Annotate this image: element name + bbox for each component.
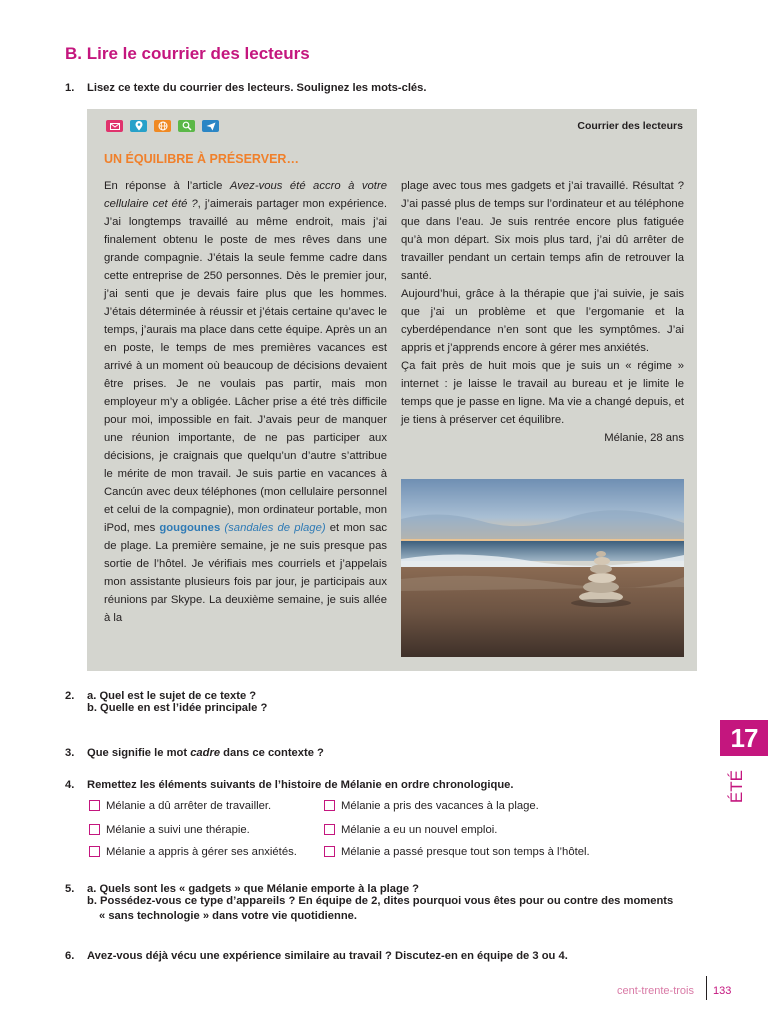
checklist-item[interactable] xyxy=(89,800,271,812)
article-text: , j’aimerais partager mon expérience. J’ai longtemps travaillé au même endroit, mais j’ai finalement obtenu le poste de mes rêves dans une grande compagnie. J’étais la seule femme cadre dans cette entreprise de 250 personnes. Dès le premier jour, j’ai senti que je devais faire plus que les hommes. J’étais déterminée à réussir et j’étais certaine qu’avec le temps, j’aurais ma place dans cette équipe. Après un an en poste, le temps de mes premières vacances est arrivé à un moment où beaucoup de décisions devaient être prises. Je ne voulais pas partir, mais mon employeur m’y a obligée. Lâcher prise a été très difficile pour moi, impossible en fait. J’avais peur de manquer une réunion importante, de ne pas participer aux décisions, je craignais que quelqu’un d’autre s’attribue le mérite de mon travail. Je suis partie en vacances à Cancún avec deux téléphones (mon cellulaire personnel et celui de la compagnie), mon ordinateur portable, mon iPod, mes xyxy=(104,198,388,534)
checkbox[interactable] xyxy=(324,846,335,857)
question-number: 2. xyxy=(65,690,75,702)
section-title: B. Lire le courrier des lecteurs xyxy=(65,44,310,63)
location-icon xyxy=(130,120,147,132)
footer-divider xyxy=(706,976,707,1000)
beach-stones-photo xyxy=(401,479,684,657)
question-text: a. Quel est le sujet de ce texte ? xyxy=(87,690,257,702)
checkbox[interactable] xyxy=(324,800,335,811)
reader-letter-box xyxy=(87,109,697,671)
send-icon xyxy=(202,120,219,132)
chapter-label: ÉTÉ xyxy=(727,770,746,804)
checkbox[interactable] xyxy=(89,824,100,835)
question-6 xyxy=(65,950,568,962)
checklist-label: Mélanie a pris des vacances à la plage. xyxy=(341,800,539,812)
checklist-item[interactable] xyxy=(89,824,250,836)
article-title: UN ÉQUILIBRE À PRÉSERVER… xyxy=(104,152,299,166)
checklist-label: Mélanie a passé presque tout son temps à l’hôtel. xyxy=(341,846,590,858)
question-text: b. Quelle en est l’idée principale ? xyxy=(87,702,268,714)
question-text: b. Possédez-vous ce type d’appareils ? En équipe de 2, dites pourquoi vous êtes pour ou contre des moments xyxy=(87,895,674,907)
checklist-label: Mélanie a suivi une thérapie. xyxy=(106,824,250,836)
search-icon xyxy=(178,120,195,132)
checklist-item[interactable] xyxy=(324,824,497,836)
checkbox[interactable] xyxy=(89,800,100,811)
mail-icon xyxy=(106,120,123,132)
checklist-label: Mélanie a eu un nouvel emploi. xyxy=(341,824,498,836)
article-title-reference: Avez-vous été accro à votre cellulaire cet été ? xyxy=(104,180,387,210)
article-left-column xyxy=(104,177,387,627)
checkbox[interactable] xyxy=(89,846,100,857)
question-text: dans ce contexte ? xyxy=(220,747,324,759)
question-number: 3. xyxy=(65,747,75,759)
checklist-item[interactable] xyxy=(324,846,590,858)
question-number: 1. xyxy=(65,82,75,94)
question-keyword: cadre xyxy=(190,747,221,759)
article-paragraph: Aujourd’hui, grâce à la thérapie que j’ai suivie, je sais que j’ai un problème et que l’ergomanie et la cyberdépendance n’en sont que les symptômes. J’ai appris et j’apprends encore à gérer mes anxiétés. xyxy=(401,288,684,354)
globe-icon xyxy=(154,120,171,132)
keyword: gougounes xyxy=(159,522,221,534)
question-text: Que signifie le mot xyxy=(87,747,191,759)
question-3 xyxy=(65,747,324,759)
question-text: Remettez les éléments suivants de l’histoire de Mélanie en ordre chronologique. xyxy=(87,779,514,791)
question-number: 6. xyxy=(65,950,75,962)
keyword-gloss: (sandales de plage) xyxy=(224,522,326,534)
question-4 xyxy=(65,779,513,791)
signature: Mélanie, 28 ans xyxy=(604,432,684,444)
box-label: Courrier des lecteurs xyxy=(577,120,683,132)
question-number: 5. xyxy=(65,883,75,895)
article-paragraph: plage avec tous mes gadgets et j’ai travaillé. Résultat ? J’ai passé plus de temps sur l’ordinateur et au téléphone que dans l’eau. Je suis rentrée encore plus fatiguée qu’à mon départ. Six mois plus tard, j’ai dû arrêter de travailler pendant un certain temps afin de retrouver la santé. xyxy=(401,180,684,282)
chapter-number: 17 xyxy=(720,720,768,756)
page-number: 133 xyxy=(713,985,732,997)
question-number: 4. xyxy=(65,779,75,791)
article-paragraph: Ça fait près de huit mois que je suis un « régime » internet : je laisse le travail au bureau et je limite le temps que je passe en ligne. Ma vie a changé depuis, et je tiens à préserver cet équilibre. xyxy=(401,360,684,426)
article-text: et mon sac de plage. La première semaine, je ne suis presque pas sortie de l’hôtel. Je vérifiais mes courriels et j’appelais mon assistante plusieurs fois par jour, je participais aux réunions par Skype. La deuxième semaine, je suis allée à la xyxy=(104,522,388,624)
question-5 xyxy=(65,883,673,922)
article-right-column xyxy=(401,177,684,447)
question-1 xyxy=(65,82,426,94)
question-text: Avez-vous déjà vécu une expérience similaire au travail ? Discutez-en en équipe de 3 ou 4. xyxy=(87,950,568,962)
checkbox[interactable] xyxy=(324,824,335,835)
checklist-item[interactable] xyxy=(89,846,297,858)
page-number-words: cent-trente-trois xyxy=(616,985,694,997)
question-text: a. Quels sont les « gadgets » que Mélanie emporte à la plage ? xyxy=(87,883,419,895)
question-text: « sans technologie » dans votre vie quotidienne. xyxy=(99,910,357,922)
question-2 xyxy=(65,690,267,714)
checklist-item[interactable] xyxy=(324,800,539,812)
checklist-label: Mélanie a appris à gérer ses anxiétés. xyxy=(106,846,297,858)
question-text: Lisez ce texte du courrier des lecteurs. Soulignez les mots-clés. xyxy=(87,82,427,94)
checklist-label: Mélanie a dû arrêter de travailler. xyxy=(106,800,272,812)
article-paragraph xyxy=(104,177,387,627)
article-text: En réponse à l’article xyxy=(104,180,230,192)
